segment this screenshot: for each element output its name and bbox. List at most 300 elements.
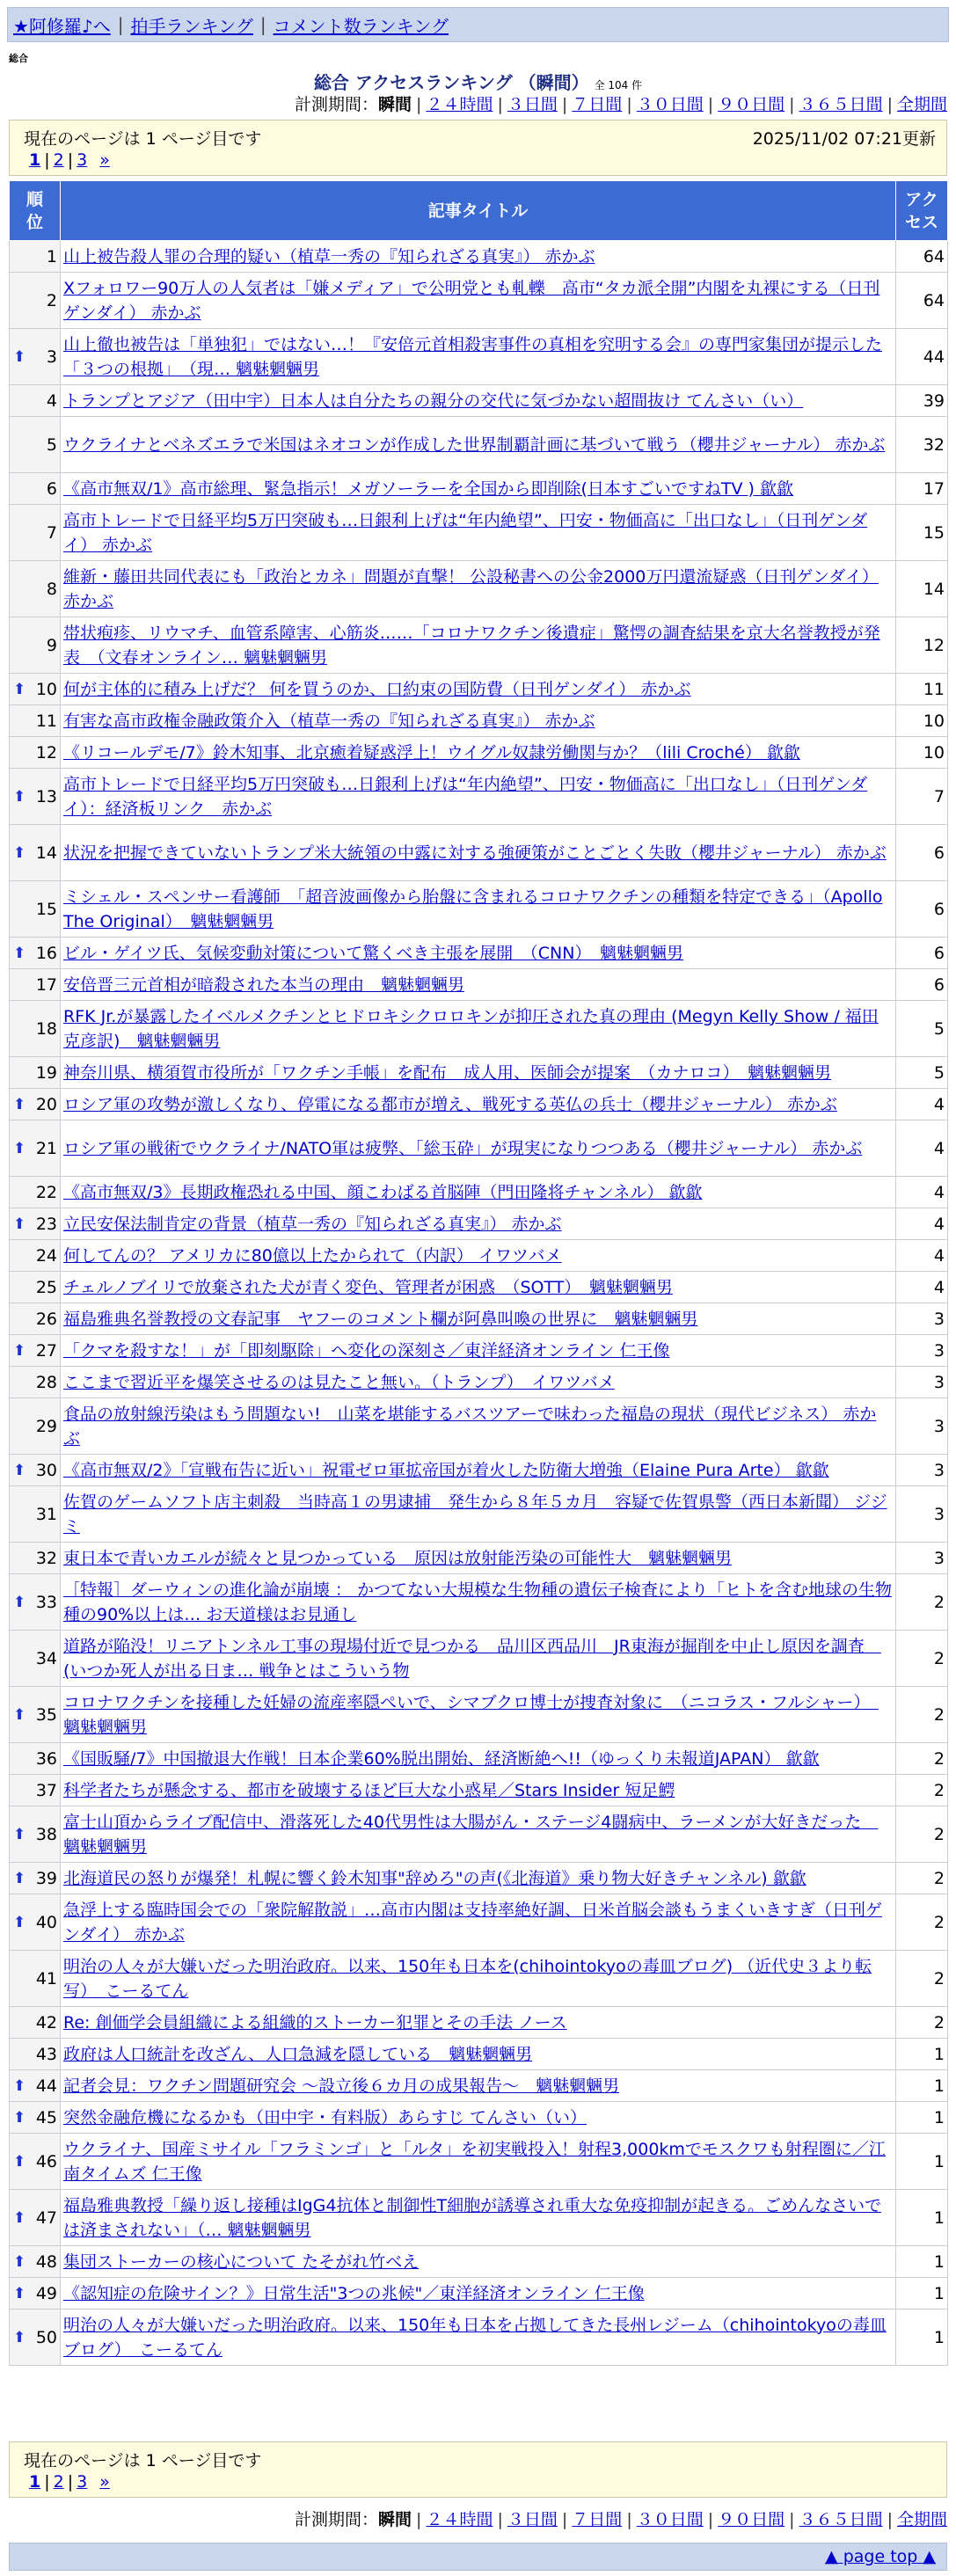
rank-cell	[10, 674, 61, 705]
rank-number: 49	[35, 2283, 57, 2303]
access-count: 2	[896, 1951, 948, 2007]
table-row	[10, 273, 948, 329]
rank-number: 29	[35, 1416, 57, 1436]
rank-cell	[10, 1951, 61, 2007]
rank-number: 27	[35, 1340, 57, 1361]
up-arrow-icon: ⬆	[13, 787, 26, 806]
title-column-header: 記事タイトル	[61, 181, 896, 241]
access-count: 6	[896, 825, 948, 881]
access-count: 4	[896, 1208, 948, 1240]
rank-cell	[10, 1272, 61, 1303]
table-row	[10, 1687, 948, 1743]
up-arrow-icon: ⬆	[13, 944, 26, 962]
rank-cell	[10, 1001, 61, 1057]
rank-cell	[10, 1303, 61, 1335]
rank-number: 50	[35, 2327, 57, 2347]
ranking-rows	[10, 241, 948, 2366]
article-title-link[interactable]: チェルノブイリで放棄された犬が青く変色、管理者が困惑 （SOTT） 魑魅魍魎男	[61, 1272, 896, 1303]
rank-number: 8	[46, 579, 57, 599]
rank-cell	[10, 1806, 61, 1863]
table-row	[10, 1177, 948, 1208]
access-count: 15	[896, 505, 948, 561]
rank-cell	[10, 617, 61, 674]
article-title-link[interactable]: 維新・藤田共同代表にも「政治とカネ」問題が直撃！ 公設秘書への公金2000万円還流疑惑（日刊ゲンダイ） 赤かぶ	[61, 561, 896, 617]
pager-link-3[interactable]: 3	[77, 2472, 88, 2492]
up-arrow-icon: ⬆	[13, 1139, 26, 1157]
rank-number: 42	[35, 2012, 57, 2032]
article-title-link[interactable]: ロシア軍の攻勢が激しくなり、停電になる都市が増え、戦死する英仏の兵士（櫻井ジャーナル） 赤かぶ	[61, 1089, 896, 1120]
article-title-link[interactable]: ミシェル・スペンサー看護師 「超音波画像から胎盤に含まれるコロナワクチンの種類を特定できる」（Apollo The Original） 魑魅魍魎男	[61, 881, 896, 938]
rank-number: 23	[35, 1214, 57, 1234]
page-top-link[interactable]: ▲ page top ▲	[825, 2547, 936, 2566]
access-count: 4	[896, 1272, 948, 1303]
up-arrow-icon: ⬆	[13, 1593, 26, 1611]
access-count: 1	[896, 2039, 948, 2070]
table-row	[10, 1057, 948, 1089]
access-count: 4	[896, 1177, 948, 1208]
access-count: 2	[896, 1894, 948, 1951]
period-selector-top: 計測期間：瞬間 | ２４時間 | ３日間 | ７日間 | ３０日間 | ９０日間 | ３６５日間 | 全期間	[295, 95, 947, 114]
total-count: 全 104 件	[594, 79, 643, 91]
article-title-link[interactable]: 政府は人口統計を改ざん、人口急減を隠している 魑魅魍魎男	[61, 2039, 896, 2070]
access-count: 2	[896, 1863, 948, 1894]
period-selector-bottom: 計測期間：瞬間 | ２４時間 | ３日間 | ７日間 | ３０日間 | ９０日間 | ３６５日間 | 全期間	[295, 2510, 947, 2529]
rank-cell	[10, 329, 61, 385]
rank-column-header: 順位	[10, 181, 61, 241]
article-title-link[interactable]: コロナワクチンを接種した妊婦の流産率隠ぺいで、シマブクロ博士が捜査対象に （ニコラス・フルシャー） 魑魅魍魎男	[61, 1687, 896, 1743]
rank-number: 7	[46, 522, 57, 543]
access-count: 6	[896, 881, 948, 938]
article-title-link[interactable]: 北海道民の怒りが爆発！札幌に響く鈴木知事"辞めろ"の声(《北海道》乗り物大好きチャンネル) 歙歙	[61, 1863, 896, 1894]
article-title-link[interactable]: 明治の人々が大嫌いだった明治政府。以来、150年も日本を(chihointokyoの毒皿ブログ) （近代史３より転写） こーるてん	[61, 1951, 896, 2007]
article-title-link[interactable]: 集団ストーカーの核心について たそがれ竹べえ	[61, 2246, 896, 2278]
rank-number: 18	[35, 1018, 57, 1039]
period-link-24h[interactable]: ２４時間	[426, 95, 493, 114]
rank-cell	[10, 1089, 61, 1120]
table-row	[10, 737, 948, 769]
article-title-link[interactable]: ［特報］ダーウィンの進化論が崩壊 ： かつてない大規模な生物種の遺伝子検査により「ヒトを含む地球の生物種の90%以上は… お天道様はお見通し	[61, 1574, 896, 1631]
article-title-link[interactable]: Xフォロワー90万人の人気者は「嫌メディア」で公明党とも軋轢 高市“タカ派全開”内閣を丸裸にする（日刊ゲンダイ） 赤かぶ	[61, 273, 896, 329]
access-count: 1	[896, 2134, 948, 2190]
up-arrow-icon: ⬆	[13, 347, 26, 366]
rank-cell	[10, 1120, 61, 1177]
up-arrow-icon: ⬆	[13, 2076, 26, 2095]
access-count: 7	[896, 769, 948, 825]
access-count: 44	[896, 329, 948, 385]
rank-number: 15	[35, 899, 57, 919]
period-link-all[interactable]: 全期間	[896, 2510, 947, 2529]
rank-cell	[10, 825, 61, 881]
period-link-30d[interactable]: ３０日間	[636, 2510, 704, 2529]
table-row	[10, 1089, 948, 1120]
page-info-box-top	[9, 120, 947, 176]
ranking-table	[9, 180, 948, 2366]
rank-number: 43	[35, 2044, 57, 2064]
article-title-link[interactable]: 山上徹也被告は「単独犯」ではない…！『安倍元首相殺害事件の真相を究明する会』の専門家集団が提示した「３つの根拠」 （現… 魑魅魍魎男	[61, 329, 896, 385]
article-title-link[interactable]: 立民安保法制肯定の背景（植草一秀の『知られざる真実』） 赤かぶ	[61, 1208, 896, 1240]
rank-number: 19	[35, 1062, 57, 1083]
rank-cell	[10, 1863, 61, 1894]
article-title-link[interactable]: 突然金融危機になるかも（田中宇・有料版）あらすじ てんさい（い）	[61, 2102, 896, 2134]
pager-current-page: 1	[29, 2472, 41, 2492]
rank-number: 17	[35, 974, 57, 995]
period-link-30d[interactable]: ３０日間	[636, 95, 704, 114]
article-title-link[interactable]: 有害な高市政権金融政策介入（植草一秀の『知られざる真実』） 赤かぶ	[61, 705, 896, 737]
rank-number: 40	[35, 1912, 57, 1932]
rank-cell	[10, 2134, 61, 2190]
rank-number: 46	[35, 2151, 57, 2171]
article-title-link[interactable]: 《高市無双/3》長期政権恐れる中国、顔こわばる首脳陣（門田隆将チャンネル） 歙歙	[61, 1177, 896, 1208]
article-title-link[interactable]: トランプとアジア（田中宇）日本人は自分たちの親分の交代に気づかない超間抜け てんさい（い）	[61, 385, 896, 417]
access-count: 10	[896, 705, 948, 737]
access-count: 5	[896, 1057, 948, 1089]
period-link-7d[interactable]: ７日間	[572, 2510, 623, 2529]
nav-asyura-home-link[interactable]: ★阿修羅♪へ	[13, 15, 111, 37]
table-row	[10, 1455, 948, 1486]
rank-cell	[10, 2102, 61, 2134]
rank-cell	[10, 241, 61, 273]
table-row	[10, 505, 948, 561]
table-row	[10, 1894, 948, 1951]
period-link-7d[interactable]: ７日間	[572, 95, 623, 114]
article-title-link[interactable]: 何が主体的に積み上げだ？ 何を買うのか、口約束の国防費（日刊ゲンダイ） 赤かぶ	[61, 674, 896, 705]
rank-number: 5	[46, 434, 57, 455]
table-row	[10, 1951, 948, 2007]
article-title-link[interactable]: 急浮上する臨時国会での「衆院解散説」…高市内閣は支持率絶好調、日米首脳会談もうまくいきすぎ（日刊ゲンダイ） 赤かぶ	[61, 1894, 896, 1951]
table-row	[10, 1543, 948, 1574]
rank-number: 12	[35, 742, 57, 763]
rank-number: 35	[35, 1704, 57, 1725]
article-title-link[interactable]: 山上被告殺人罪の合理的疑い（植草一秀の『知られざる真実』） 赤かぶ	[61, 241, 896, 273]
rank-number: 38	[35, 1824, 57, 1844]
table-row	[10, 241, 948, 273]
rank-cell	[10, 2070, 61, 2102]
page-footer-bar	[9, 2543, 947, 2571]
rank-cell	[10, 505, 61, 561]
access-column-header: アクセス	[896, 181, 948, 241]
pager-current-page: 1	[29, 150, 41, 170]
rank-number: 1	[46, 246, 57, 266]
access-count: 4	[896, 1120, 948, 1177]
period-link-24h[interactable]: ２４時間	[426, 2510, 493, 2529]
rank-cell	[10, 417, 61, 473]
table-row	[10, 825, 948, 881]
rank-number: 3	[46, 347, 57, 367]
access-count: 2	[896, 2007, 948, 2039]
period-link-365d[interactable]: ３６５日間	[799, 2510, 883, 2529]
rank-cell	[10, 1455, 61, 1486]
table-row	[10, 1120, 948, 1177]
up-arrow-icon: ⬆	[13, 1461, 26, 1479]
table-row	[10, 881, 948, 938]
rank-number: 26	[35, 1309, 57, 1329]
rank-cell	[10, 938, 61, 969]
table-row	[10, 561, 948, 617]
article-title-link[interactable]: 高市トレードで日経平均5万円突破も…日銀利上げは“年内絶望”、円安・物価高に「出口なし」（日刊ゲンダイ）：経済板リンク 赤かぶ	[61, 769, 896, 825]
rank-number: 44	[35, 2076, 57, 2096]
access-count: 2	[896, 1743, 948, 1775]
up-arrow-icon: ⬆	[13, 2252, 26, 2271]
article-title-link[interactable]: 高市トレードで日経平均5万円突破も…日銀利上げは“年内絶望”、円安・物価高に「出口なし」（日刊ゲンダイ） 赤かぶ	[61, 505, 896, 561]
article-title-link[interactable]: 神奈川県、横須賀市役所が「ワクチン手帳」を配布 成人用、医師会が提案 （カナロコ） 魑魅魍魎男	[61, 1057, 896, 1089]
table-row	[10, 2134, 948, 2190]
article-title-link[interactable]: 帯状疱疹、リウマチ、血管系障害、心筋炎……「コロナワクチン後遺症」驚愕の調査結果を京大名誉教授が発表 （文春オンライン… 魑魅魍魎男	[61, 617, 896, 674]
ranking-title: 総合 アクセスランキング （瞬間）	[313, 72, 589, 93]
current-page-text: 現在のページは 1 ページ目です	[24, 129, 262, 149]
table-row	[10, 969, 948, 1001]
article-title-link[interactable]: 記者会見：ワクチン問題研究会 ～設立後６カ月の成果報告～ 魑魅魍魎男	[61, 2070, 896, 2102]
rank-number: 31	[35, 1504, 57, 1524]
pager: 1 | 2 | 3 »	[29, 150, 110, 170]
table-row	[10, 1367, 948, 1398]
table-row	[10, 1631, 948, 1687]
access-count: 64	[896, 241, 948, 273]
rank-cell	[10, 705, 61, 737]
access-count: 2	[896, 1631, 948, 1687]
article-title-link[interactable]: ロシア軍の戦術でウクライナ/NATO軍は疲弊、「総玉砕」が現実になりつつある（櫻井ジャーナル） 赤かぶ	[61, 1120, 896, 1177]
table-row	[10, 1806, 948, 1863]
up-arrow-icon: ⬆	[13, 1341, 26, 1360]
rank-cell	[10, 1177, 61, 1208]
access-count: 32	[896, 417, 948, 473]
access-count: 2	[896, 1806, 948, 1863]
access-count: 3	[896, 1543, 948, 1574]
up-arrow-icon: ⬆	[13, 680, 26, 698]
table-row	[10, 2039, 948, 2070]
rank-number: 34	[35, 1648, 57, 1668]
article-title-link[interactable]: 《高市無双/1》高市総理、緊急指示！メガソーラーを全国から即削除(日本すごいですねTV ) 歙歙	[61, 473, 896, 505]
rank-cell	[10, 2190, 61, 2246]
article-title-link[interactable]: 富士山頂からライブ配信中、滑落死した40代男性は大腸がん・ステージ4闘病中、ラーメンが大好きだった 魑魅魍魎男	[61, 1806, 896, 1863]
rank-number: 30	[35, 1460, 57, 1480]
rank-number: 25	[35, 1277, 57, 1297]
rank-cell	[10, 2007, 61, 2039]
article-title-link[interactable]: 食品の放射線汚染はもう問題ない! 山菜を堪能するバスツアーで味わった福島の現状（現代ビジネス） 赤かぶ	[61, 1398, 896, 1455]
rank-number: 28	[35, 1372, 57, 1392]
article-title-link[interactable]: ここまで習近平を爆笑させるのは見たこと無い。（トランプ） イワツバメ	[61, 1367, 896, 1398]
rank-number: 47	[35, 2207, 57, 2228]
nav-separator: |	[117, 14, 124, 35]
rank-number: 4	[46, 390, 57, 411]
period-label: 計測期間：	[295, 2510, 379, 2529]
up-arrow-icon: ⬆	[13, 843, 26, 862]
table-row	[10, 473, 948, 505]
page-title	[0, 69, 956, 94]
access-count: 64	[896, 273, 948, 329]
access-count: 3	[896, 1367, 948, 1398]
article-title-link[interactable]: 《認知症の危険サイン？》日常生活"3つの兆候"／東洋経済オンライン 仁王像	[61, 2278, 896, 2310]
rank-number: 37	[35, 1780, 57, 1800]
page-info-box-bottom	[9, 2441, 947, 2498]
article-title-link[interactable]: 明治の人々が大嫌いだった明治政府。以来、150年も日本を占拠してきた長州レジーム（chihointokyoの毒皿ブログ） こーるてん	[61, 2310, 896, 2366]
rank-cell	[10, 881, 61, 938]
article-title-link[interactable]: 福島雅典名誉教授の文春記事 ヤフーのコメント欄が阿鼻叫喚の世界に 魑魅魍魎男	[61, 1303, 896, 1335]
period-current: 瞬間	[378, 2510, 412, 2529]
rank-number: 33	[35, 1592, 57, 1612]
article-title-link[interactable]: 東日本で青いカエルが続々と見つかっている 原因は放射能汚染の可能性大 魑魅魍魎男	[61, 1543, 896, 1574]
period-link-90d[interactable]: ９０日間	[718, 2510, 785, 2529]
table-row	[10, 1335, 948, 1367]
article-title-link[interactable]: ビル・ゲイツ氏、気候変動対策について驚くべき主張を展開 （CNN） 魑魅魍魎男	[61, 938, 896, 969]
table-row	[10, 417, 948, 473]
rank-cell	[10, 1894, 61, 1951]
table-row	[10, 2246, 948, 2278]
rank-cell	[10, 1743, 61, 1775]
article-title-link[interactable]: 《国販騒/7》中国撤退大作戦！日本企業60%脱出開始、経済断絶へ!!（ゆっくり未報道JAPAN） 歙歙	[61, 1743, 896, 1775]
rank-cell	[10, 1775, 61, 1806]
current-page-text: 現在のページは 1 ページ目です	[24, 2451, 262, 2470]
rank-cell	[10, 473, 61, 505]
rank-cell	[10, 1208, 61, 1240]
article-title-link[interactable]: 安倍晋三元首相が暗殺された本当の理由 魑魅魍魎男	[61, 969, 896, 1001]
rank-number: 14	[35, 843, 57, 863]
table-row	[10, 769, 948, 825]
period-link-3d[interactable]: ３日間	[507, 2510, 558, 2529]
access-count: 1	[896, 2190, 948, 2246]
rank-cell	[10, 2246, 61, 2278]
rank-number: 16	[35, 943, 57, 963]
updated-timestamp: 2025/11/02 07:21更新	[752, 129, 936, 149]
table-row	[10, 1398, 948, 1455]
rank-cell	[10, 1687, 61, 1743]
rank-cell	[10, 1631, 61, 1687]
pager-next-link[interactable]: »	[99, 2472, 110, 2492]
period-link-365d[interactable]: ３６５日間	[799, 95, 883, 114]
period-link-90d[interactable]: ９０日間	[718, 95, 785, 114]
up-arrow-icon: ⬆	[13, 2152, 26, 2171]
access-count: 3	[896, 1486, 948, 1543]
rank-cell	[10, 1367, 61, 1398]
access-count: 6	[896, 938, 948, 969]
access-count: 3	[896, 1398, 948, 1455]
period-label: 計測期間：	[295, 95, 379, 114]
nav-applause-ranking-link[interactable]: 拍手ランキング	[130, 15, 253, 37]
up-arrow-icon: ⬆	[13, 1215, 26, 1233]
access-count: 14	[896, 561, 948, 617]
table-row	[10, 2310, 948, 2366]
table-row	[10, 1303, 948, 1335]
table-row	[10, 2007, 948, 2039]
pager-link-2[interactable]: 2	[53, 2472, 64, 2492]
rank-cell	[10, 2278, 61, 2310]
table-row	[10, 674, 948, 705]
rank-cell	[10, 385, 61, 417]
article-title-link[interactable]: ウクライナ、国産ミサイル「フラミンゴ」と「ルタ」を初実戦投入！射程3,000kmでモスクワも射程圏に／江南タイムズ 仁王像	[61, 2134, 896, 2190]
article-title-link[interactable]: 佐賀のゲームソフト店主刺殺 当時高１の男逮捕 発生から８年５カ月 容疑で佐賀県警（西日本新聞） ジジミ	[61, 1486, 896, 1543]
period-link-all[interactable]: 全期間	[896, 95, 947, 114]
access-count: 5	[896, 1001, 948, 1057]
pager: 1 | 2 | 3 »	[29, 2472, 110, 2492]
table-row	[10, 938, 948, 969]
table-row	[10, 705, 948, 737]
rank-number: 48	[35, 2251, 57, 2272]
article-title-link[interactable]: 《リコールデモ/7》鈴木知事、北京癒着疑惑浮上！ウイグル奴隷労働関与か？（lili Croché） 歙歙	[61, 737, 896, 769]
rank-number: 45	[35, 2107, 57, 2127]
table-row	[10, 1272, 948, 1303]
up-arrow-icon: ⬆	[13, 2208, 26, 2227]
access-count: 3	[896, 1455, 948, 1486]
article-title-link[interactable]: 《高市無双/2》「宣戦布告に近い」祝電ゼロ軍拡帝国が着火した防衛大増強（Elaine Pura Arte） 歙歙	[61, 1455, 896, 1486]
access-count: 1	[896, 2102, 948, 2134]
article-title-link[interactable]: 科学者たちが懸念する、都市を破壊するほど巨大な小惑星／Stars Insider 短足鰐	[61, 1775, 896, 1806]
rank-cell	[10, 1335, 61, 1367]
table-row	[10, 1486, 948, 1543]
access-count: 2	[896, 1574, 948, 1631]
up-arrow-icon: ⬆	[13, 1825, 26, 1843]
article-title-link[interactable]: 何してんの？ アメリカに80億以上たかられて（内訳） イワツバメ	[61, 1240, 896, 1272]
rank-cell	[10, 1398, 61, 1455]
rank-number: 39	[35, 1868, 57, 1888]
access-count: 1	[896, 2070, 948, 2102]
table-row	[10, 1208, 948, 1240]
access-count: 39	[896, 385, 948, 417]
pager-link-2[interactable]: 2	[53, 150, 64, 170]
article-title-link[interactable]: RFK Jr.が暴露したイベルメクチンとヒドロキシクロロキンが抑圧された真の理由 (Megyn Kelly Show / 福田 克彦訳) 魑魅魍魎男	[61, 1001, 896, 1057]
up-arrow-icon: ⬆	[13, 1913, 26, 1931]
rank-number: 32	[35, 1548, 57, 1568]
rank-number: 2	[46, 290, 57, 310]
rank-cell	[10, 1574, 61, 1631]
article-title-link[interactable]: ウクライナとベネズエラで米国はネオコンが作成した世界制覇計画に基づいて戦う（櫻井ジャーナル） 赤かぶ	[61, 417, 896, 473]
rank-number: 10	[35, 679, 57, 699]
article-title-link[interactable]: Re: 創価学会員組織による組織的ストーカー犯罪とその手法 ノース	[61, 2007, 896, 2039]
access-count: 17	[896, 473, 948, 505]
rank-cell	[10, 1543, 61, 1574]
rank-number: 41	[35, 1968, 57, 1989]
access-count: 1	[896, 2278, 948, 2310]
rank-number: 11	[35, 711, 57, 731]
table-row	[10, 1863, 948, 1894]
pager-next-link[interactable]: »	[99, 150, 110, 170]
rank-number: 36	[35, 1748, 57, 1769]
article-title-link[interactable]: 道路が陥没！リニアトンネル工事の現場付近で見つかる 品川区西品川 JR東海が掘削を中止し原因を調査 (いつか死人が出る日ま… 戦争とはこういう物	[61, 1631, 896, 1687]
period-link-3d[interactable]: ３日間	[507, 95, 558, 114]
rank-cell	[10, 2039, 61, 2070]
access-count: 3	[896, 1303, 948, 1335]
article-title-link[interactable]: 状況を把握できていないトランプ米大統領の中露に対する強硬策がことごとく失敗（櫻井ジャーナル） 赤かぶ	[61, 825, 896, 881]
rank-number: 21	[35, 1138, 57, 1158]
table-row	[10, 1743, 948, 1775]
category-tag: 総合	[9, 53, 28, 64]
table-row	[10, 385, 948, 417]
rank-number: 22	[35, 1182, 57, 1202]
access-count: 4	[896, 1089, 948, 1120]
access-count: 1	[896, 2246, 948, 2278]
table-row	[10, 2190, 948, 2246]
up-arrow-icon: ⬆	[13, 2328, 26, 2346]
table-row	[10, 1775, 948, 1806]
access-count: 1	[896, 2310, 948, 2366]
access-count: 11	[896, 674, 948, 705]
rank-number: 13	[35, 786, 57, 806]
access-count: 3	[896, 1335, 948, 1367]
article-title-link[interactable]: 「クマを殺すな！」が「即刻駆除」へ変化の深刻さ／東洋経済オンライン 仁王像	[61, 1335, 896, 1367]
nav-separator: |	[259, 14, 266, 35]
table-row	[10, 2102, 948, 2134]
article-title-link[interactable]: 福島雅典教授「繰り返し接種はIgG4抗体と制御性T細胞が誘導され重大な免疫抑制が起きる。ごめんなさいでは済まされない」（… 魑魅魍魎男	[61, 2190, 896, 2246]
table-row	[10, 617, 948, 674]
rank-number: 6	[46, 478, 57, 499]
rank-cell	[10, 1486, 61, 1543]
rank-cell	[10, 561, 61, 617]
up-arrow-icon: ⬆	[13, 1095, 26, 1113]
up-arrow-icon: ⬆	[13, 1869, 26, 1887]
table-row	[10, 1001, 948, 1057]
nav-comment-ranking-link[interactable]: コメント数ランキング	[273, 15, 449, 37]
access-count: 2	[896, 1775, 948, 1806]
access-count: 4	[896, 1240, 948, 1272]
pager-link-3[interactable]: 3	[77, 150, 88, 170]
